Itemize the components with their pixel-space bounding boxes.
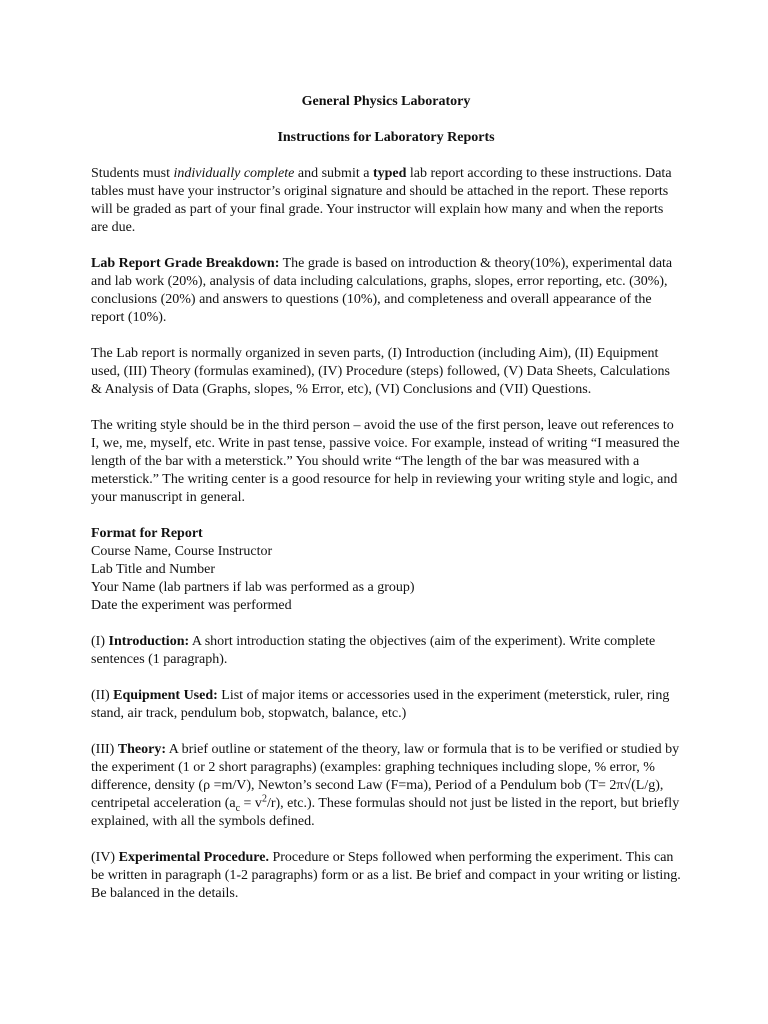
writing-style-paragraph: The writing style should be in the third person – avoid the use of the first person, leave out references to I, we, me, myself, etc. Write in past tense, passive voice. For example, instead of writing “I measured the length of the bar with a meterstick.” You should write “The length of the bar was measured with a meterstick.” The writing center is a good resource for help in reviewing your writing style and logic, and your manuscript in general.	[91, 418, 680, 505]
format-line: Your Name (lab partners if lab was performed as a group)	[91, 580, 415, 595]
format-line: Course Name, Course Instructor	[91, 544, 273, 559]
organization-paragraph: The Lab report is normally organized in seven parts, (I) Introduction (including Aim), (II) Equipment used, (III) Theory (formulas examined), (IV) Procedure (steps) followed, (V) Data Sheets, Calculations & Analysis of Data (Graphs, slopes, % Error, etc), (VI) Conclusions and (VII) Questions.	[91, 346, 670, 397]
format-block	[91, 525, 681, 615]
format-heading: Format for Report	[91, 526, 203, 541]
grade-breakdown-paragraph: Lab Report Grade Breakdown: The grade is based on introduction & theory(10%), experimental data and lab work (20%), analysis of data including calculations, graphs, slopes, error reporting, etc. (30%), conclusions (20%) and answers to questions (10%), and completeness and overall appearance of the report (10%).	[91, 256, 673, 325]
document-title: General Physics Laboratory	[301, 94, 471, 109]
document-content	[91, 93, 681, 921]
section-introduction: (I) Introduction: A short introduction stating the objectives (aim of the experiment). Write complete sentences (1 paragraph).	[91, 634, 656, 667]
section-equipment: (II) Equipment Used: List of major items or accessories used in the experiment (meterstick, ruler, ring stand, air track, pendulum bob, stopwatch, balance, etc.)	[91, 688, 670, 721]
grade-breakdown-label: Lab Report Grade Breakdown:	[91, 256, 280, 271]
section-procedure: (IV) Experimental Procedure. Procedure or Steps followed when performing the experiment. This can be written in paragraph (1-2 paragraphs) form or as a list. Be brief and compact in your writing or listing. Be balanced in the details.	[91, 850, 681, 901]
document-subtitle: Instructions for Laboratory Reports	[277, 130, 495, 145]
section-theory: (III) Theory: A brief outline or statement of the theory, law or formula that is to be verified or studied by the experiment (1 or 2 short paragraphs) (examples: graphing techniques including slope, % error, % difference, density (ρ =m/V), Newton’s second Law (F=ma), Period of a Pendulum bob (T= 2π√(L/g), centripetal acceleration $(a_c = v^2/r)$, etc.). These formulas should not just be listed in the report, but briefly explained, with all the symbols defined.	[91, 742, 680, 829]
format-line: Lab Title and Number	[91, 562, 216, 577]
format-line: Date the experiment was performed	[91, 598, 292, 613]
intro-paragraph: Students must individually complete and submit a typed lab report according to these instructions. Data tables must have your instructor’s original signature and should be attached in the report. These reports will be graded as part of your final grade. Your instructor will explain how many and when the reports are due.	[91, 166, 672, 235]
